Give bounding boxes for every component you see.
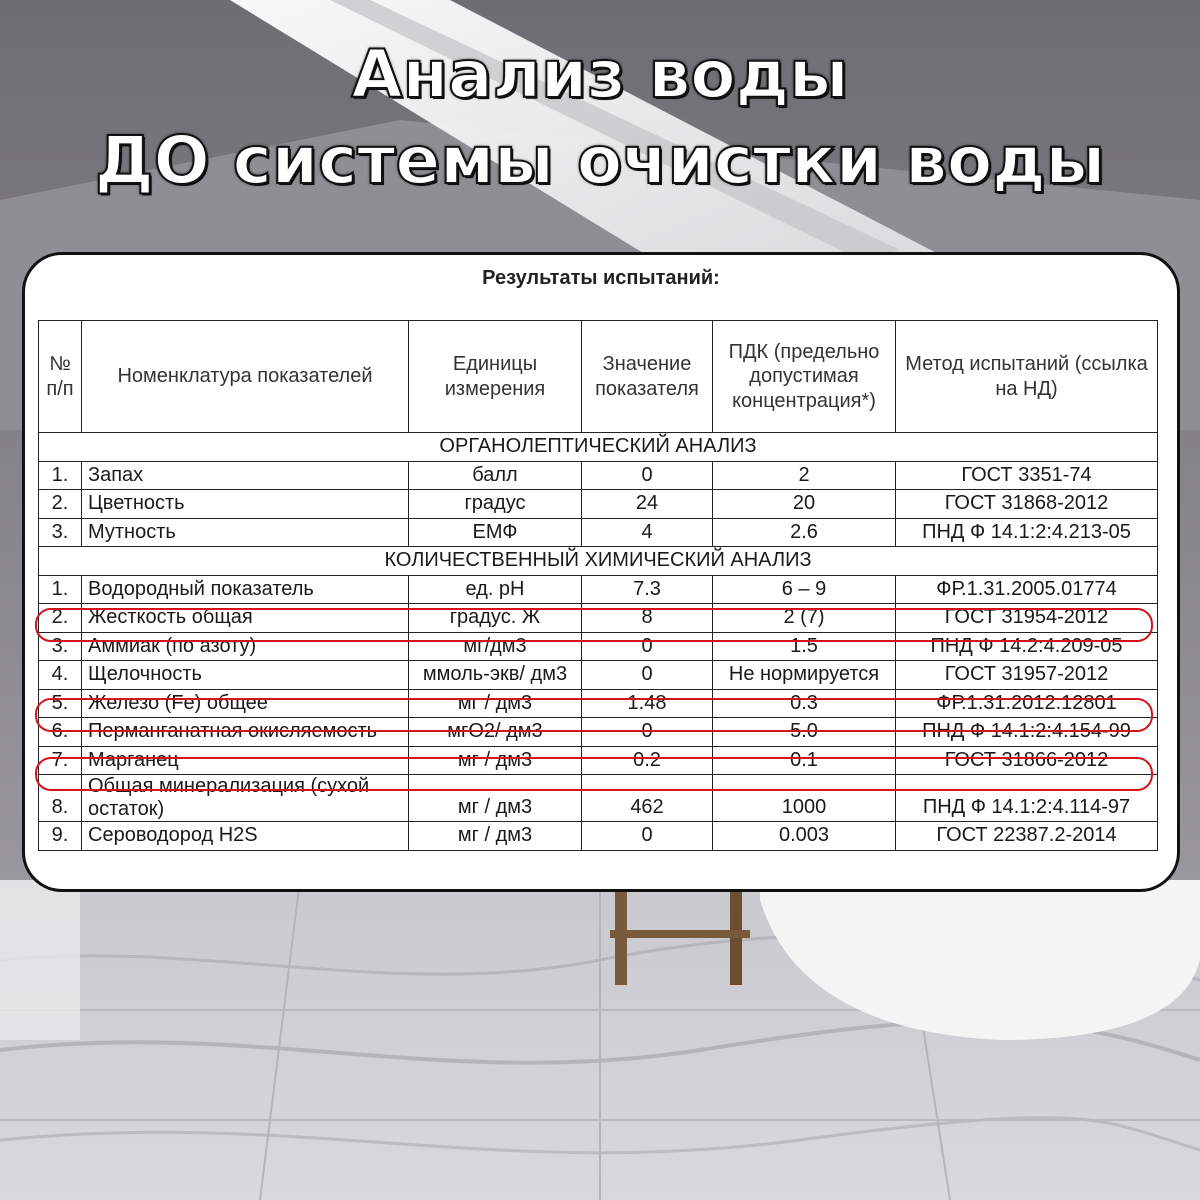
header-num: № п/п — [39, 321, 82, 433]
cell-value: 0 — [582, 632, 713, 661]
section-row — [39, 547, 1158, 576]
cell-pdk: 2 (7) — [713, 604, 896, 633]
cell-pdk: 0.1 — [713, 746, 896, 775]
results-caption: Результаты испытаний: — [482, 267, 720, 289]
header-method: Метод испытаний (ссылка на НД) — [896, 321, 1158, 433]
header-name: Номенклатура показателей — [82, 321, 409, 433]
results-table — [38, 320, 1158, 851]
title-line-2: ДО системы очистки воды — [94, 122, 1106, 199]
table-row — [39, 632, 1158, 661]
header-value: Значение показателя — [582, 321, 713, 433]
cell-method: ФР.1.31.2005.01774 — [896, 575, 1158, 604]
cell-method: ГОСТ 3351-74 — [896, 461, 1158, 490]
cell-value: 0 — [582, 822, 713, 851]
cell-unit: балл — [409, 461, 582, 490]
cell-method: ГОСТ 31954-2012 — [896, 604, 1158, 633]
title-line-1: Анализ воды — [351, 36, 849, 113]
section-title: ОРГАНОЛЕПТИЧЕСКИЙ АНАЛИЗ — [39, 433, 1158, 462]
cell-num: 1. — [39, 575, 82, 604]
cell-pdk: 6 – 9 — [713, 575, 896, 604]
cell-method: ПНД Ф 14.2:4.209-05 — [896, 632, 1158, 661]
cell-method: ГОСТ 31866-2012 — [896, 746, 1158, 775]
cell-name: Щелочность — [82, 661, 409, 690]
cell-num: 1. — [39, 461, 82, 490]
table-row — [39, 746, 1158, 775]
cell-method: ПНД Ф 14.1:2:4.213-05 — [896, 518, 1158, 547]
header-unit: Единицы измерения — [409, 321, 582, 433]
cell-num: 4. — [39, 661, 82, 690]
cell-pdk: 2.6 — [713, 518, 896, 547]
cell-method: ФР.1.31.2012.12801 — [896, 689, 1158, 718]
cell-pdk: 1.5 — [713, 632, 896, 661]
cell-num: 2. — [39, 604, 82, 633]
cell-value: 0 — [582, 661, 713, 690]
cell-pdk: 0.003 — [713, 822, 896, 851]
cell-name: Аммиак (по азоту) — [82, 632, 409, 661]
cell-value: 0.2 — [582, 746, 713, 775]
cell-unit: мг/дм3 — [409, 632, 582, 661]
cell-unit: мг / дм3 — [409, 775, 582, 822]
header-pdk: ПДК (предельно допустимая концентрация*) — [713, 321, 896, 433]
cell-value: 462 — [582, 775, 713, 822]
table-row — [39, 518, 1158, 547]
cell-unit: градус — [409, 490, 582, 519]
cell-name: Сероводород H2S — [82, 822, 409, 851]
cell-name: Железо (Fe) общее — [82, 689, 409, 718]
results-card — [22, 252, 1180, 892]
cell-unit: ЕМФ — [409, 518, 582, 547]
cell-value: 7.3 — [582, 575, 713, 604]
section-title: КОЛИЧЕСТВЕННЫЙ ХИМИЧЕСКИЙ АНАЛИЗ — [39, 547, 1158, 576]
cell-value: 1.48 — [582, 689, 713, 718]
cell-pdk: 2 — [713, 461, 896, 490]
cell-method: ГОСТ 31868-2012 — [896, 490, 1158, 519]
cell-name: Общая минерализация (сухой остаток) — [82, 775, 409, 822]
cell-method: ПНД Ф 14.1:2:4.154-99 — [896, 718, 1158, 747]
table-row — [39, 775, 1158, 822]
cell-pdk: 1000 — [713, 775, 896, 822]
cell-pdk: 20 — [713, 490, 896, 519]
cell-name: Цветность — [82, 490, 409, 519]
cell-value: 0 — [582, 461, 713, 490]
cell-method: ГОСТ 22387.2-2014 — [896, 822, 1158, 851]
cell-unit: мгО2/ дм3 — [409, 718, 582, 747]
cell-unit: мг / дм3 — [409, 689, 582, 718]
table-row — [39, 661, 1158, 690]
cell-num: 8. — [39, 775, 82, 822]
cell-unit: мг / дм3 — [409, 746, 582, 775]
table-row — [39, 822, 1158, 851]
cell-unit: мг / дм3 — [409, 822, 582, 851]
section-row — [39, 433, 1158, 462]
cell-value: 4 — [582, 518, 713, 547]
cell-unit: ммоль-экв/ дм3 — [409, 661, 582, 690]
cell-value: 24 — [582, 490, 713, 519]
table-row — [39, 689, 1158, 718]
cell-unit: ед. pH — [409, 575, 582, 604]
table-row — [39, 461, 1158, 490]
cell-pdk: 0.3 — [713, 689, 896, 718]
cell-num: 3. — [39, 632, 82, 661]
cell-method: ПНД Ф 14.1:2:4.114-97 — [896, 775, 1158, 822]
cell-num: 2. — [39, 490, 82, 519]
table-row — [39, 490, 1158, 519]
cell-name: Водородный показатель — [82, 575, 409, 604]
cell-unit: градус. Ж — [409, 604, 582, 633]
cell-num: 7. — [39, 746, 82, 775]
cell-value: 0 — [582, 718, 713, 747]
table-row — [39, 604, 1158, 633]
cell-pdk: Не нормируется — [713, 661, 896, 690]
cell-num: 3. — [39, 518, 82, 547]
cell-name: Запах — [82, 461, 409, 490]
table-row — [39, 718, 1158, 747]
cell-num: 5. — [39, 689, 82, 718]
table-row — [39, 575, 1158, 604]
cell-name: Перманганатная окисляемость — [82, 718, 409, 747]
cell-value: 8 — [582, 604, 713, 633]
cell-name: Марганец — [82, 746, 409, 775]
cell-name: Жесткость общая — [82, 604, 409, 633]
cell-name: Мутность — [82, 518, 409, 547]
table-header-row — [39, 321, 1158, 433]
cell-num: 6. — [39, 718, 82, 747]
cell-pdk: 5.0 — [713, 718, 896, 747]
cell-num: 9. — [39, 822, 82, 851]
cell-method: ГОСТ 31957-2012 — [896, 661, 1158, 690]
